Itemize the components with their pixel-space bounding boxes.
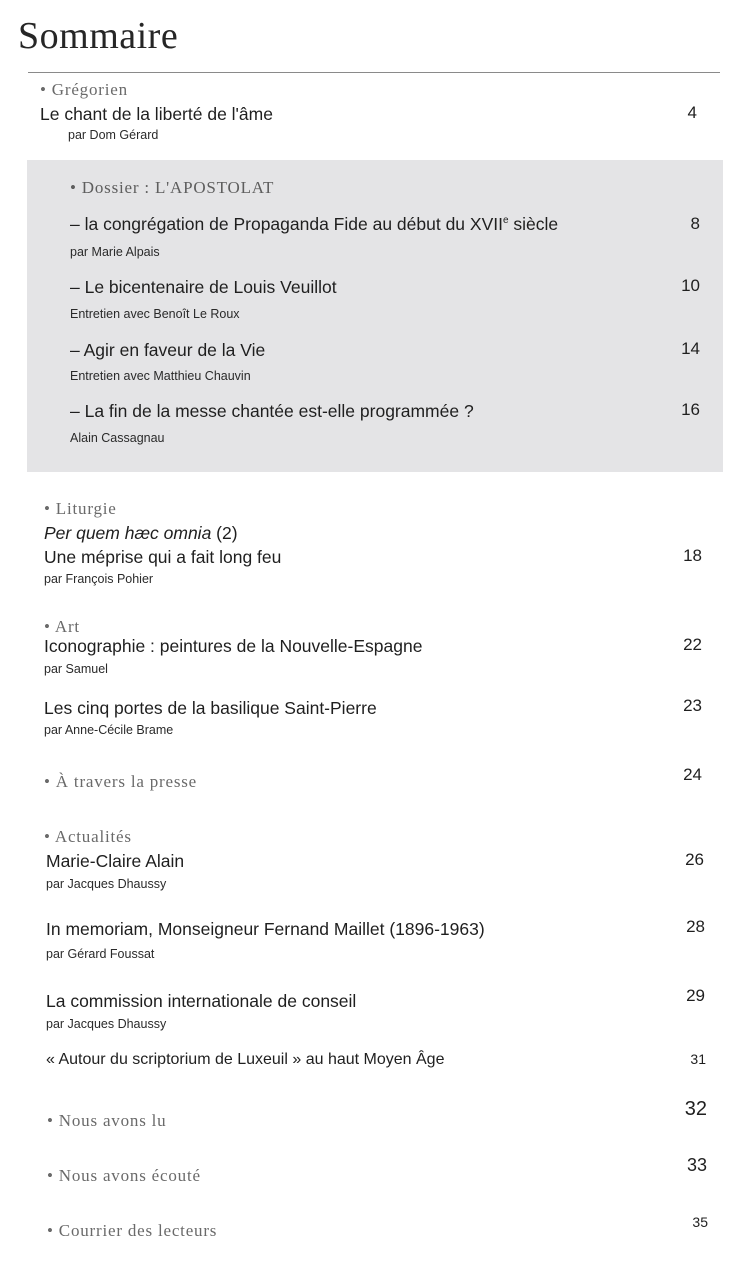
- section-actualites: • Actualités: [44, 827, 132, 846]
- entry-title[interactable]: – Le bicentenaire de Louis Veuillot: [70, 277, 337, 297]
- entry-title[interactable]: « Autour du scriptorium de Luxeuil » au haut Moyen Âge: [46, 1051, 445, 1068]
- entry-author: Entretien avec Benoît Le Roux: [70, 307, 240, 321]
- entry-title[interactable]: Per quem hæc omnia (2): [44, 523, 238, 543]
- entry-title[interactable]: La commission internationale de conseil: [46, 991, 357, 1011]
- section-presse[interactable]: • À travers la presse: [44, 772, 198, 791]
- page-number[interactable]: 16: [681, 400, 700, 419]
- entry-title[interactable]: – la congrégation de Propaganda Fide au début du XVIIe siècle: [70, 214, 559, 234]
- entry-author: par Marie Alpais: [70, 245, 160, 259]
- entry-author: par Jacques Dhaussy: [46, 1017, 167, 1031]
- section-nous-avons-ecoute[interactable]: • Nous avons écouté: [47, 1166, 201, 1185]
- entry-author: par Gérard Foussat: [46, 947, 155, 961]
- section-art: • Art: [44, 617, 80, 636]
- page-number[interactable]: 14: [681, 339, 700, 358]
- page-number[interactable]: 33: [686, 1155, 707, 1175]
- entry-title[interactable]: Les cinq portes de la basilique Saint-Pierre: [44, 698, 377, 718]
- entry-title[interactable]: – Agir en faveur de la Vie: [70, 340, 266, 360]
- section-liturgie: • Liturgie: [44, 499, 117, 518]
- section-dossier: • Dossier : L'APOSTOLAT: [70, 178, 275, 197]
- page-number[interactable]: 10: [681, 276, 700, 295]
- entry-title[interactable]: – La fin de la messe chantée est-elle programmée ?: [70, 401, 474, 421]
- entry-subtitle[interactable]: Une méprise qui a fait long feu: [44, 547, 282, 567]
- entry-title[interactable]: Le chant de la liberté de l'âme: [40, 104, 273, 124]
- page-number[interactable]: 4: [687, 103, 697, 122]
- entry-title[interactable]: In memoriam, Monseigneur Fernand Maillet (1896-1963): [46, 919, 485, 939]
- entry-title[interactable]: Iconographie : peintures de la Nouvelle-Espagne: [44, 636, 423, 656]
- page-number[interactable]: 24: [683, 765, 702, 784]
- page-number[interactable]: 23: [683, 696, 702, 715]
- page-number[interactable]: 18: [683, 546, 702, 565]
- page-number[interactable]: 31: [690, 1051, 706, 1067]
- entry-author: Entretien avec Matthieu Chauvin: [70, 369, 251, 383]
- page-number[interactable]: 26: [685, 850, 704, 869]
- entry-author: par Jacques Dhaussy: [46, 877, 167, 891]
- entry-author: par Anne-Cécile Brame: [44, 723, 174, 737]
- page-number[interactable]: 32: [684, 1098, 707, 1120]
- section-nous-avons-lu[interactable]: • Nous avons lu: [47, 1111, 167, 1130]
- section-gregorien: • Grégorien: [40, 80, 128, 99]
- entry-title[interactable]: Marie-Claire Alain: [46, 851, 185, 871]
- entry-author: par François Pohier: [44, 572, 154, 586]
- section-courrier-des-lecteurs[interactable]: • Courrier des lecteurs: [47, 1221, 218, 1240]
- page-number[interactable]: 35: [692, 1214, 708, 1230]
- entry-author: par Dom Gérard: [68, 128, 159, 142]
- page-number[interactable]: 22: [683, 635, 702, 654]
- page-number[interactable]: 28: [686, 917, 705, 936]
- page-number[interactable]: 29: [686, 986, 705, 1005]
- entry-author: Alain Cassagnau: [70, 431, 165, 445]
- page-title: Sommaire: [18, 15, 179, 57]
- page-number[interactable]: 8: [690, 214, 700, 233]
- entry-author: par Samuel: [44, 662, 108, 676]
- title-rule: [28, 72, 720, 73]
